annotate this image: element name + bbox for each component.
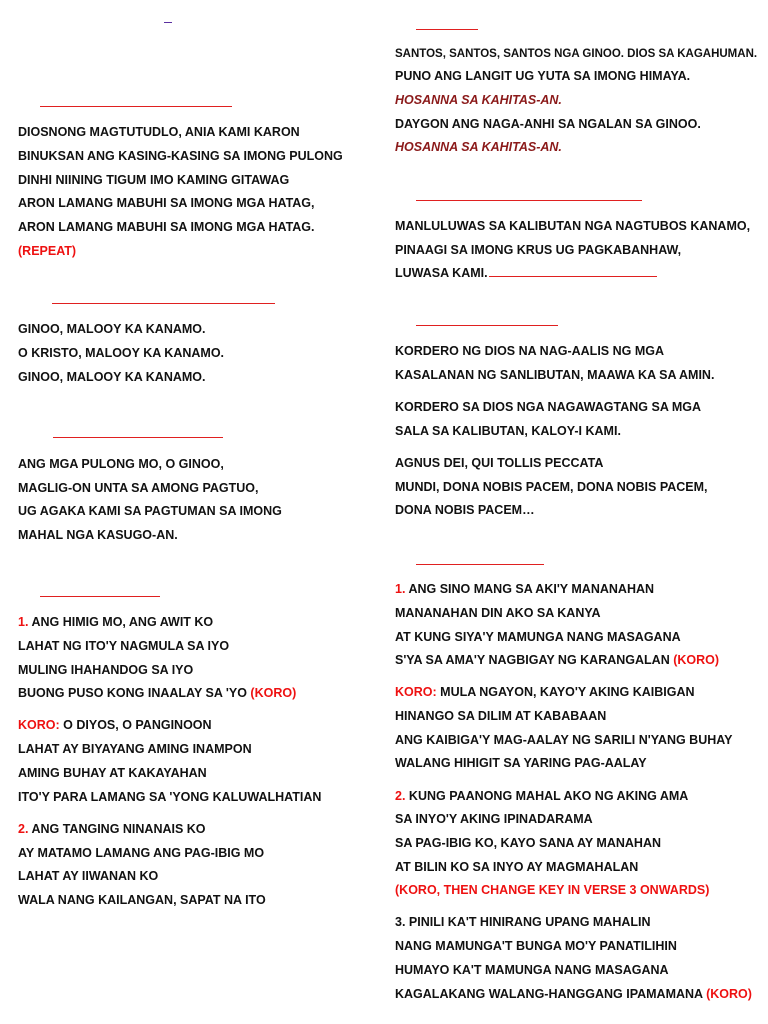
repeat-note: (REPEAT) bbox=[18, 244, 77, 258]
lyric-line: KORDERO SA DIOS NGA NAGAWAGTANG SA MGA bbox=[395, 400, 702, 414]
lyric-line: LAHAT AY BIYAYANG AMING INAMPON bbox=[18, 742, 252, 756]
lyric-line: MUNDI, DONA NOBIS PACEM, DONA NOBIS PACEM, bbox=[395, 480, 708, 494]
underline-rule bbox=[489, 265, 657, 277]
koro-label: KORO: bbox=[18, 718, 60, 732]
lyric-line: 3. PINILI KA'T HINIRANG UPANG MAHALIN bbox=[395, 915, 651, 929]
koro-line bbox=[395, 684, 695, 700]
lyric-line: O KRISTO, MALOOY KA KANAMO. bbox=[18, 346, 225, 360]
lyric-text: KUNG PAANONG MAHAL AKO NG AKING AMA bbox=[408, 789, 689, 803]
lyric-line: DAYGON ANG NAGA-ANHI SA NGALAN SA GINOO. bbox=[395, 117, 701, 131]
title-rule-sanctus bbox=[416, 29, 478, 30]
lyric-line bbox=[395, 265, 657, 281]
title-rule-acclamation bbox=[416, 200, 642, 201]
verse-line bbox=[395, 581, 654, 597]
top-mark bbox=[164, 22, 172, 23]
lyric-text: S'YA SA AMA'Y NAGBIGAY NG KARANGALAN bbox=[395, 653, 670, 667]
verse-line bbox=[18, 821, 206, 837]
lyric-line: DINHI NIINING TIGUM IMO KAMING GITAWAG bbox=[18, 173, 290, 187]
verse-line bbox=[395, 652, 719, 668]
lyric-line: AGNUS DEI, QUI TOLLIS PECCATA bbox=[395, 456, 604, 470]
lyric-line: WALA NANG KAILANGAN, SAPAT NA ITO bbox=[18, 893, 266, 907]
lyric-text: BUONG PUSO KONG INAALAY SA 'YO bbox=[18, 686, 247, 700]
lyric-line: UG AGAKA KAMI SA PAGTUMAN SA IMONG bbox=[18, 504, 282, 518]
lyric-line: MAHAL NGA KASUGO-AN. bbox=[18, 528, 178, 542]
lyric-line: ITO'Y PARA LAMANG SA 'YONG KALUWALHATIAN bbox=[18, 790, 322, 804]
lyric-text: ANG SINO MANG SA AKI'Y MANANAHAN bbox=[408, 582, 655, 596]
lyric-line: AY MATAMO LAMANG ANG PAG-IBIG MO bbox=[18, 846, 265, 860]
lyric-line: HUMAYO KA'T MAMUNGA NANG MASAGANA bbox=[395, 963, 669, 977]
hosanna-line: HOSANNA SA KAHITAS-AN. bbox=[395, 93, 562, 107]
title-rule-opening bbox=[40, 106, 232, 107]
hosanna-line: HOSANNA SA KAHITAS-AN. bbox=[395, 140, 562, 154]
lyric-text: ANG HIMIG MO, ANG AWIT KO bbox=[31, 615, 214, 629]
lyric-line: LAHAT AY IIWANAN KO bbox=[18, 869, 159, 883]
lyric-line: ANG KAIBIGA'Y MAG-AALAY NG SARILI N'YANG BUHAY bbox=[395, 733, 733, 747]
lyric-text: KAGALAKANG WALANG-HANGGANG IPAMAMANA bbox=[395, 987, 703, 1001]
lyric-line: ARON LAMANG MABUHI SA IMONG MGA HATAG, bbox=[18, 196, 315, 210]
lyric-line: PUNO ANG LANGIT UG YUTA SA IMONG HIMAYA. bbox=[395, 69, 691, 83]
lyric-line: DIOSNONG MAGTUTUDLO, ANIA KAMI KARON bbox=[18, 125, 300, 139]
lyric-line: AT KUNG SIYA'Y MAMUNGA NANG MASAGANA bbox=[395, 630, 681, 644]
lyric-line: MAGLIG-ON UNTA SA AMONG PAGTUO, bbox=[18, 481, 259, 495]
lyric-line: LAHAT NG ITO'Y NAGMULA SA IYO bbox=[18, 639, 230, 653]
title-rule-communion bbox=[416, 564, 544, 565]
verse-number: 2. bbox=[395, 789, 406, 803]
lyric-line: MANLULUWAS SA KALIBUTAN NGA NAGTUBOS KANAMO, bbox=[395, 219, 751, 233]
lyric-line: MULING IHAHANDOG SA IYO bbox=[18, 663, 194, 677]
lyric-text: O DIYOS, O PANGINOON bbox=[63, 718, 212, 732]
verse-number: 1. bbox=[18, 615, 29, 629]
lyric-text: LUWASA KAMI. bbox=[395, 266, 488, 280]
verse-number: 2. bbox=[18, 822, 29, 836]
lyric-line: KASALANAN NG SANLIBUTAN, MAAWA KA SA AMIN. bbox=[395, 368, 715, 382]
title-rule-kyrie bbox=[52, 303, 275, 304]
lyric-line: GINOO, MALOOY KA KANAMO. bbox=[18, 370, 206, 384]
koro-note: (KORO) bbox=[250, 686, 297, 700]
title-rule-gospel bbox=[53, 437, 223, 438]
lyric-line: SA PAG-IBIG KO, KAYO SANA AY MANAHAN bbox=[395, 836, 662, 850]
lyric-line: GINOO, MALOOY KA KANAMO. bbox=[18, 322, 206, 336]
koro-label: KORO: bbox=[395, 685, 437, 699]
lyric-text: MULA NGAYON, KAYO'Y AKING KAIBIGAN bbox=[440, 685, 695, 699]
lyric-line: AMING BUHAY AT KAKAYAHAN bbox=[18, 766, 207, 780]
lyric-text: ANG TANGING NINANAIS KO bbox=[31, 822, 206, 836]
verse-line bbox=[395, 986, 752, 1002]
koro-note: (KORO) bbox=[706, 987, 752, 1001]
lyric-line: ANG MGA PULONG MO, O GINOO, bbox=[18, 457, 224, 471]
lyric-line: NANG MAMUNGA'T BUNGA MO'Y PANATILIHIN bbox=[395, 939, 677, 953]
lyric-line: SA INYO'Y AKING IPINADARAMA bbox=[395, 812, 593, 826]
lyric-line: BINUKSAN ANG KASING-KASING SA IMONG PULONG bbox=[18, 149, 343, 163]
lyric-line: ARON LAMANG MABUHI SA IMONG MGA HATAG. bbox=[18, 220, 315, 234]
lyric-line: HINANGO SA DILIM AT KABABAAN bbox=[395, 709, 607, 723]
verse-line bbox=[395, 788, 688, 804]
verse-number: 1. bbox=[395, 582, 406, 596]
title-rule-agnus bbox=[416, 325, 558, 326]
lyric-line: DONA NOBIS PACEM… bbox=[395, 503, 535, 517]
lyric-line: KORDERO NG DIOS NA NAG-AALIS NG MGA bbox=[395, 344, 664, 358]
lyric-line: MANANAHAN DIN AKO SA KANYA bbox=[395, 606, 601, 620]
lyric-line: PINAAGI SA IMONG KRUS UG PAGKABANHAW, bbox=[395, 243, 682, 257]
lyric-line: SALA SA KALIBUTAN, KALOY-I KAMI. bbox=[395, 424, 621, 438]
lyric-line: SANTOS, SANTOS, SANTOS NGA GINOO. DIOS SA KAGAHUMAN. bbox=[395, 48, 758, 60]
title-rule-offertory bbox=[40, 596, 160, 597]
koro-note: (KORO) bbox=[673, 653, 720, 667]
verse-line bbox=[18, 685, 296, 701]
key-change-note: (KORO, THEN CHANGE KEY IN VERSE 3 ONWARDS) bbox=[395, 883, 710, 897]
koro-line bbox=[18, 717, 212, 733]
lyric-line: AT BILIN KO SA INYO AY MAGMAHALAN bbox=[395, 860, 639, 874]
verse-line bbox=[18, 614, 213, 630]
lyric-line: WALANG HIHIGIT SA YARING PAG-AALAY bbox=[395, 756, 647, 770]
